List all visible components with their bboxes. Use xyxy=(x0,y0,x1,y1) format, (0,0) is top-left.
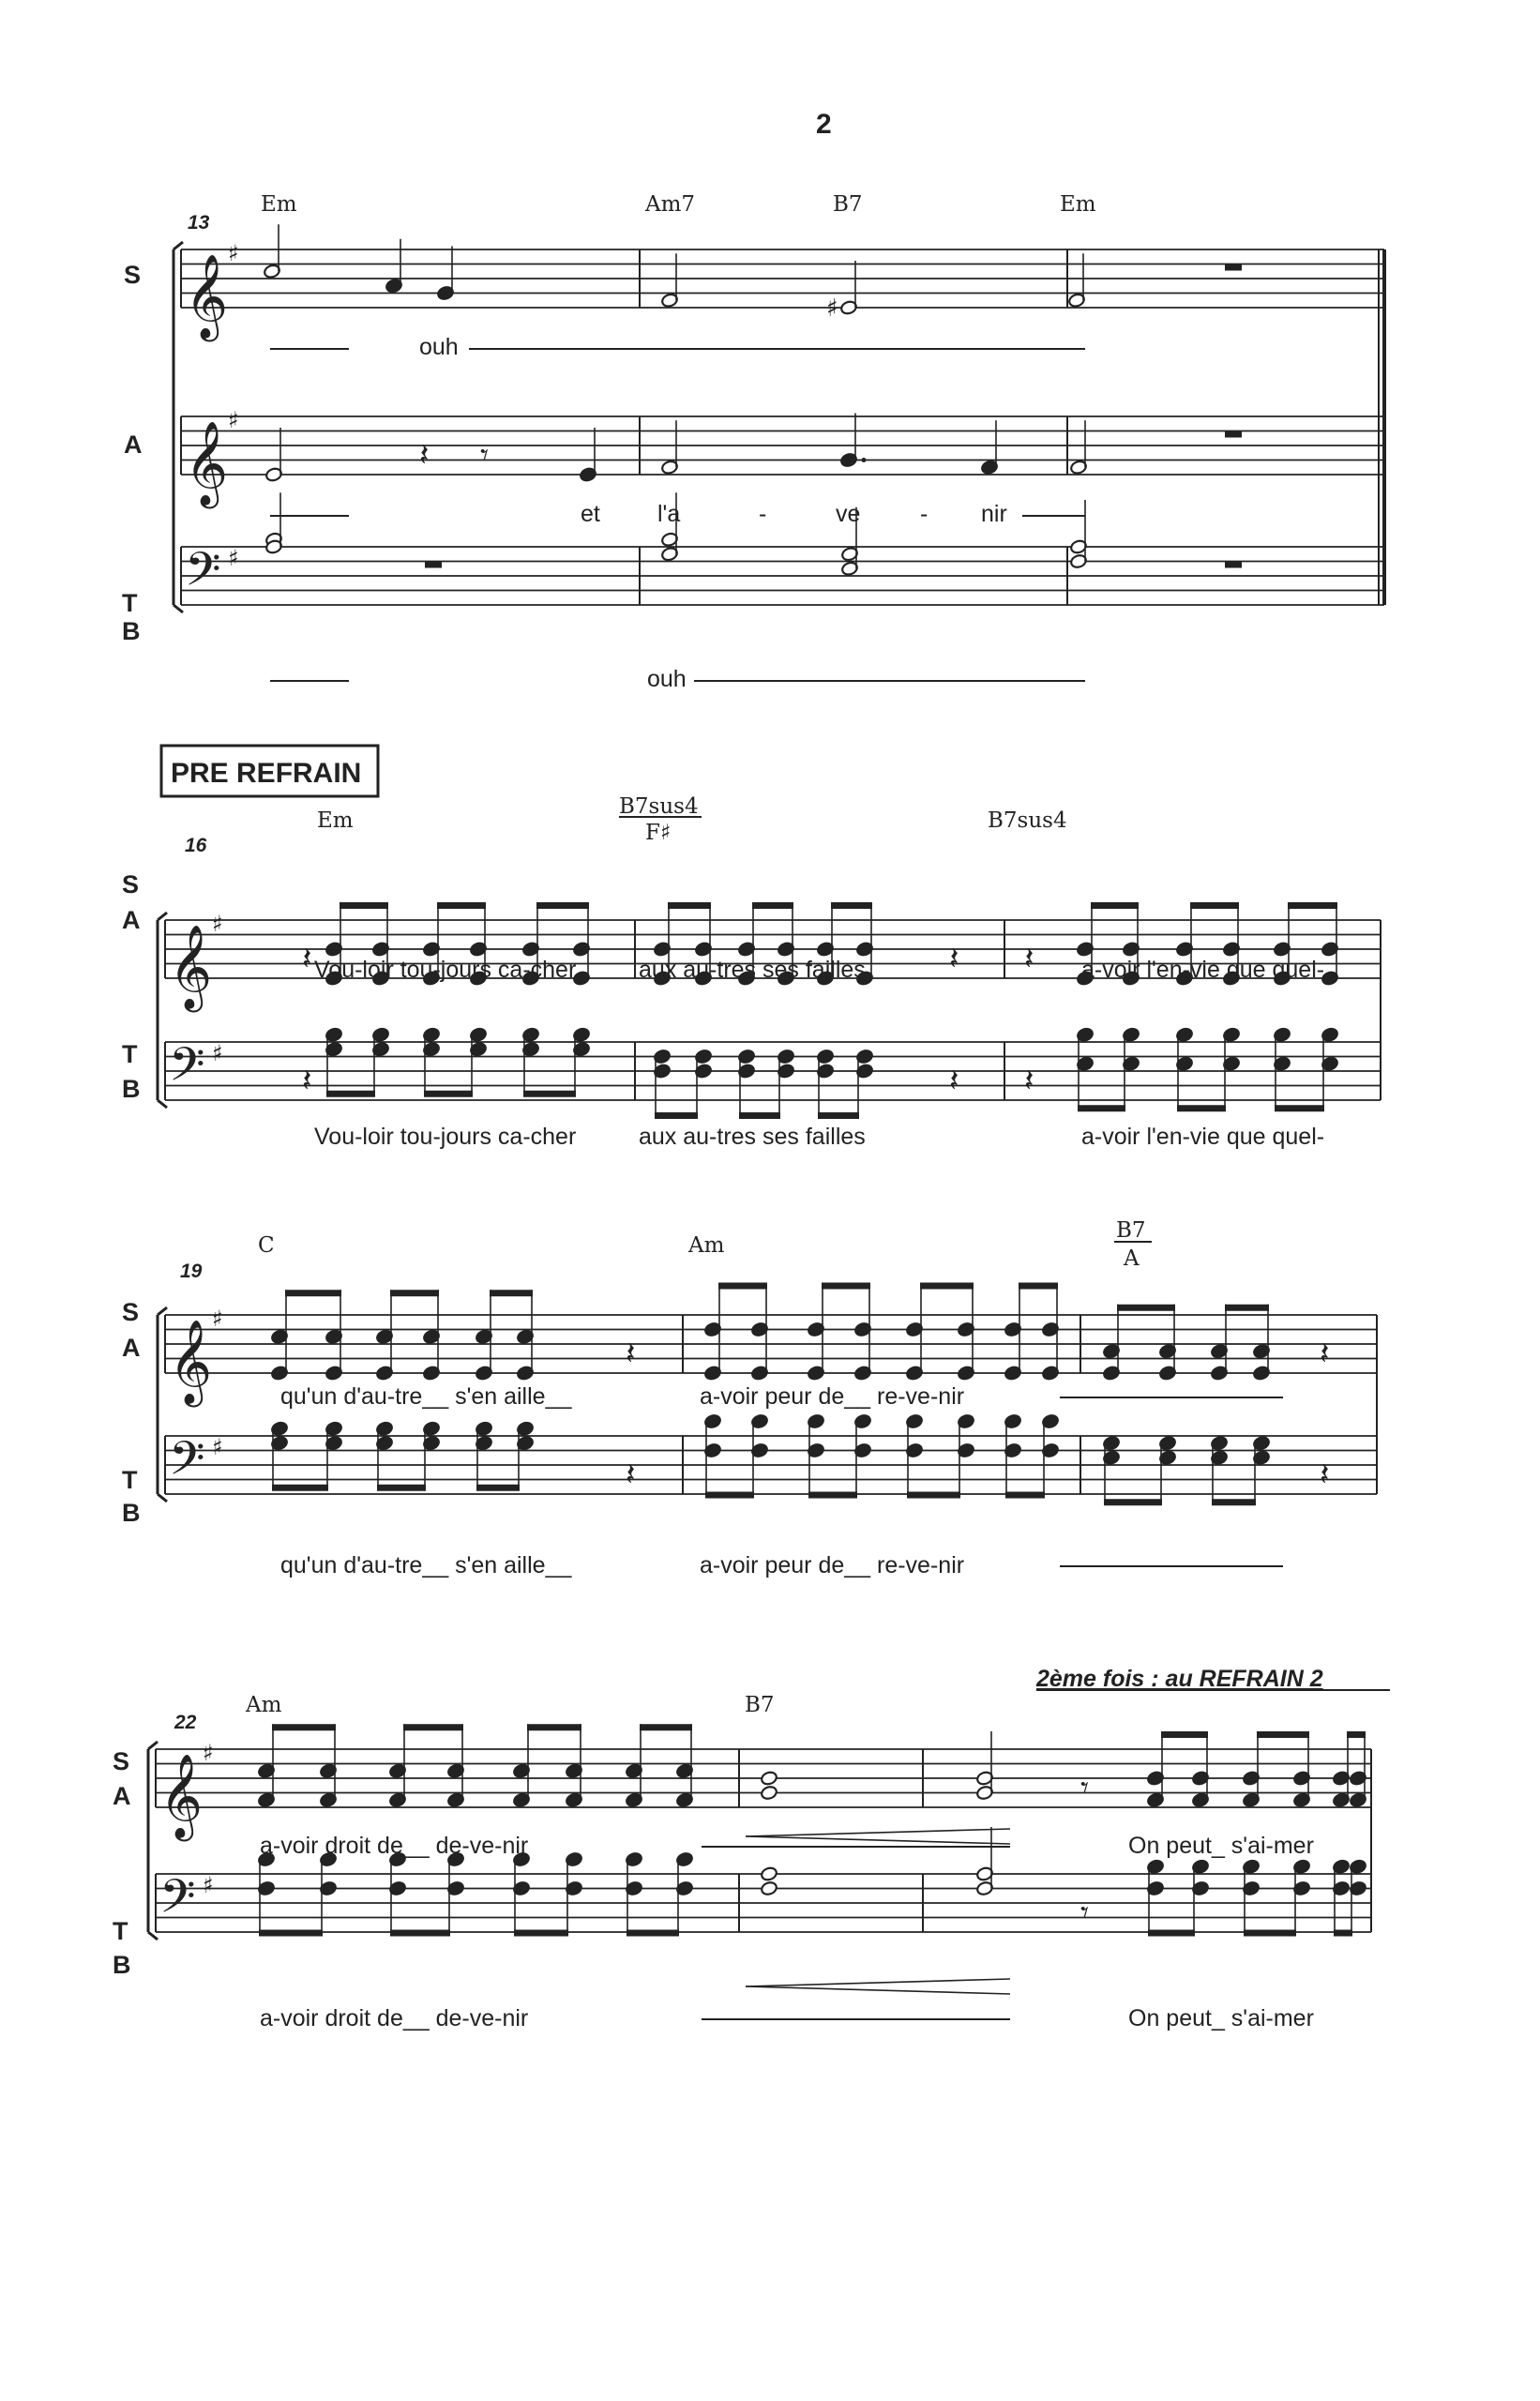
q-rest-icon: 𝄽 xyxy=(1024,940,1034,978)
whole-rest-icon xyxy=(1225,264,1242,271)
beam xyxy=(1347,1731,1366,1738)
repeat-instruction: 2ème fois : au REFRAIN 2 xyxy=(1036,1666,1323,1692)
section-label: PRE REFRAIN xyxy=(171,758,362,789)
beam xyxy=(1225,1305,1269,1311)
note-head xyxy=(760,1866,778,1882)
lyric: aux au-tres ses failles xyxy=(639,957,866,983)
beam xyxy=(640,1724,692,1730)
q-rest-icon: 𝄽 xyxy=(1024,1062,1034,1100)
beam xyxy=(668,902,711,909)
treble-clef-icon: 𝄞 xyxy=(169,925,213,1009)
beam xyxy=(1104,1499,1162,1505)
treble-clef-icon: 𝄞 xyxy=(159,1754,204,1838)
lyric: On peut_ s'ai-mer xyxy=(1128,1833,1314,1859)
beam xyxy=(1148,1930,1195,1937)
key-signature-sharp-icon: ♯ xyxy=(212,1040,223,1066)
eighth-rest-icon: 𝄾 xyxy=(1080,1769,1090,1807)
system-bracket xyxy=(148,1742,158,1749)
part-label-tenor: T xyxy=(113,1917,128,1945)
bass-clef-icon: 𝄢 xyxy=(169,1431,205,1498)
beam xyxy=(1177,1105,1226,1111)
lyric: a-voir droit de__ de-ve-nir xyxy=(260,1833,529,1859)
q-rest-icon: 𝄽 xyxy=(626,1335,636,1373)
lyric: - xyxy=(920,501,929,527)
beam xyxy=(1190,902,1239,909)
whole-rest-icon xyxy=(1225,562,1242,568)
beam xyxy=(377,1485,426,1491)
whole-rest-icon xyxy=(425,562,442,568)
measure-number: 13 xyxy=(188,212,210,234)
key-signature-sharp-icon: ♯ xyxy=(203,1740,214,1766)
lyric: aux au-tres ses failles xyxy=(639,1124,866,1150)
beam xyxy=(752,902,793,909)
bass-clef-icon: 𝄢 xyxy=(185,542,221,609)
chord-symbol: Em xyxy=(317,808,354,833)
lyric: Vou-loir tou-jours ca-cher xyxy=(314,1124,577,1150)
crescendo-hairpin xyxy=(746,1979,1010,1986)
part-label-soprano: S xyxy=(113,1747,130,1775)
system-bracket xyxy=(174,242,183,249)
key-signature-sharp-icon: ♯ xyxy=(212,1434,223,1460)
beam xyxy=(490,1290,533,1296)
lyric: ouh xyxy=(419,334,459,360)
bass-clef-icon: 𝄢 xyxy=(159,1869,196,1936)
q-rest-icon: 𝄽 xyxy=(1320,1335,1330,1373)
part-label-alto: A xyxy=(124,430,143,459)
treble-clef-icon: 𝄞 xyxy=(169,1320,213,1404)
key-signature-sharp-icon: ♯ xyxy=(203,1872,214,1898)
beam xyxy=(1288,902,1337,909)
chord-symbol: B7sus4 xyxy=(988,808,1067,833)
lyric: Vou-loir tou-jours ca-cher xyxy=(314,957,577,983)
part-label-soprano: S xyxy=(124,261,142,289)
beam xyxy=(285,1290,341,1296)
lyric: ve xyxy=(836,501,861,527)
chord-symbol: B7 xyxy=(745,1693,775,1717)
measure-number: 19 xyxy=(180,1261,203,1282)
note-head xyxy=(760,1785,778,1801)
system-bracket xyxy=(158,1100,167,1108)
key-signature-sharp-icon: ♯ xyxy=(228,240,239,266)
beam xyxy=(1275,1105,1324,1111)
lyric: a-voir droit de__ de-ve-nir xyxy=(260,2005,529,2031)
chord-symbol: F♯ xyxy=(645,821,672,845)
augmentation-dot xyxy=(862,458,867,462)
q-rest-icon: 𝄽 xyxy=(302,1062,312,1100)
beam xyxy=(627,1930,679,1937)
lyric: - xyxy=(759,501,767,527)
beam xyxy=(272,1485,328,1491)
chord-symbol: B7 xyxy=(1116,1218,1146,1243)
beam xyxy=(424,1091,473,1097)
key-signature-sharp-icon: ♯ xyxy=(228,545,239,571)
part-label-soprano: S xyxy=(122,1298,140,1326)
chord-symbol: B7 xyxy=(833,192,863,217)
beam xyxy=(390,1930,450,1937)
beam xyxy=(1019,1283,1058,1290)
beam xyxy=(1212,1499,1256,1505)
beam xyxy=(1117,1305,1175,1311)
key-signature-sharp-icon: ♯ xyxy=(212,911,223,937)
beam xyxy=(920,1283,974,1290)
lyric: et xyxy=(581,501,600,527)
beam xyxy=(822,1283,870,1290)
part-label-bass: B xyxy=(122,617,141,645)
beam xyxy=(523,1091,576,1097)
part-label-alto: A xyxy=(122,906,141,934)
beam xyxy=(718,1283,767,1290)
beam xyxy=(403,1724,463,1730)
beam xyxy=(514,1930,568,1937)
beam xyxy=(476,1485,520,1491)
beam xyxy=(1244,1930,1296,1937)
q-rest-icon: 𝄽 xyxy=(419,436,430,475)
beam xyxy=(808,1492,857,1499)
chord-symbol: Am xyxy=(688,1233,725,1258)
bass-clef-icon: 𝄢 xyxy=(169,1037,205,1104)
chord-symbol: A xyxy=(1124,1246,1140,1271)
part-label-soprano: S xyxy=(122,870,140,898)
treble-clef-icon: 𝄞 xyxy=(185,421,229,506)
beam xyxy=(1091,902,1139,909)
lyric: nir xyxy=(981,501,1007,527)
beam xyxy=(437,902,486,909)
part-label-bass: B xyxy=(113,1951,131,1979)
part-label-tenor: T xyxy=(122,1040,138,1068)
beam xyxy=(705,1492,754,1499)
beam xyxy=(390,1290,439,1296)
beam xyxy=(326,1091,375,1097)
lyric: a-voir peur de__ re-ve-nir xyxy=(700,1552,965,1578)
chord-symbol: B7sus4 xyxy=(619,794,699,819)
system-bracket xyxy=(158,1307,167,1315)
part-label-alto: A xyxy=(122,1334,141,1362)
q-rest-icon: 𝄽 xyxy=(626,1456,636,1494)
part-label-bass: B xyxy=(122,1075,141,1103)
eighth-rest-icon: 𝄾 xyxy=(1080,1894,1090,1932)
eighth-rest-icon: 𝄾 xyxy=(480,436,490,475)
system-bracket xyxy=(158,1494,167,1502)
beam xyxy=(340,902,388,909)
chord-symbol: Am xyxy=(246,1693,282,1717)
beam xyxy=(739,1112,780,1119)
lyric: On peut_ s'ai-mer xyxy=(1128,2005,1314,2031)
chord-symbol: Em xyxy=(1060,192,1096,217)
page-number: 2 xyxy=(816,109,832,140)
crescendo-hairpin xyxy=(746,1829,1010,1836)
chord-symbol: C xyxy=(258,1233,275,1258)
chord-symbol: Am7 xyxy=(645,192,696,217)
sharp-accidental-icon: ♯ xyxy=(826,294,838,323)
lyric: a-voir l'en-vie que quel- xyxy=(1081,957,1325,983)
key-signature-sharp-icon: ♯ xyxy=(228,407,239,433)
beam xyxy=(536,902,589,909)
system-bracket xyxy=(158,913,167,920)
q-rest-icon: 𝄽 xyxy=(949,940,959,978)
beam xyxy=(907,1492,960,1499)
whole-rest-icon xyxy=(1225,431,1242,438)
beam xyxy=(1005,1492,1045,1499)
beam xyxy=(259,1930,323,1937)
beam xyxy=(831,902,872,909)
beam xyxy=(1334,1930,1352,1937)
key-signature-sharp-icon: ♯ xyxy=(212,1306,223,1332)
note-head xyxy=(760,1771,778,1787)
note-head xyxy=(760,1880,778,1896)
treble-clef-icon: 𝄞 xyxy=(185,254,229,339)
lyric: l'a xyxy=(657,501,681,527)
beam xyxy=(272,1724,336,1730)
measure-number: 16 xyxy=(185,835,207,856)
lyric: a-voir peur de__ re-ve-nir xyxy=(700,1383,965,1410)
beam xyxy=(818,1112,859,1119)
q-rest-icon: 𝄽 xyxy=(1320,1456,1330,1494)
lyric: qu'un d'au-tre__ s'en aille__ xyxy=(280,1383,572,1410)
lyric: qu'un d'au-tre__ s'en aille__ xyxy=(280,1552,572,1578)
system-bracket xyxy=(148,1932,158,1940)
q-rest-icon: 𝄽 xyxy=(302,940,312,978)
beam xyxy=(655,1112,698,1119)
chord-symbol: Em xyxy=(261,192,297,217)
beam xyxy=(1078,1105,1125,1111)
lyric: ouh xyxy=(647,666,687,692)
beam xyxy=(1257,1731,1309,1738)
beam xyxy=(527,1724,581,1730)
part-label-tenor: T xyxy=(122,589,138,617)
beam xyxy=(1161,1731,1208,1738)
q-rest-icon: 𝄽 xyxy=(949,1062,959,1100)
part-label-bass: B xyxy=(122,1499,141,1527)
measure-number: 22 xyxy=(174,1712,197,1733)
crescendo-hairpin xyxy=(746,1986,1010,1994)
crescendo-hairpin xyxy=(746,1836,1010,1844)
part-label-tenor: T xyxy=(122,1466,138,1494)
notation-marks xyxy=(148,224,1384,2019)
part-label-alto: A xyxy=(113,1782,131,1810)
system-bracket xyxy=(174,605,183,612)
lyric: a-voir l'en-vie que quel- xyxy=(1081,1124,1325,1150)
